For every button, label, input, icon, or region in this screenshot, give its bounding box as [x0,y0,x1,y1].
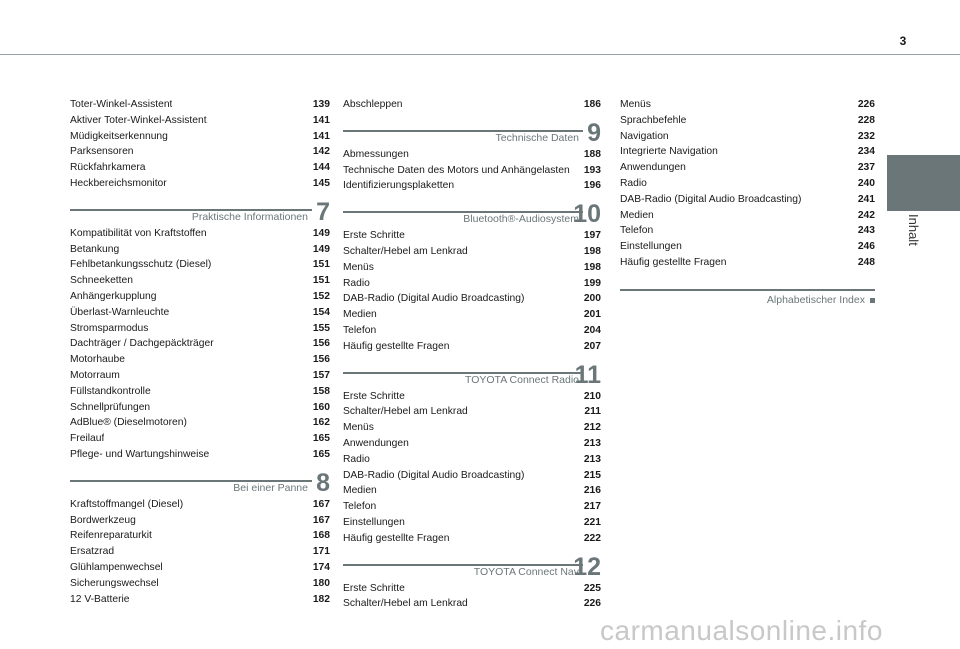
toc-entry-label: Reifenreparaturkit [70,530,152,542]
toc-entry[interactable] [70,560,330,576]
toc-entry-label: Müdigkeitserkennung [70,130,168,142]
section-title: TOYOTA Connect Nav [473,565,579,578]
toc-entry-label: Radio [620,177,647,189]
toc-entry-label: Menüs [343,261,374,273]
toc-entry-page: 156 [312,354,330,366]
toc-entry-page: 221 [583,516,601,528]
toc-entry-page: 237 [857,162,875,174]
toc-entry-page: 154 [312,306,330,318]
toc-entry-page: 141 [312,114,330,126]
section-title: Bluetooth®-Audiosystem [463,213,579,226]
toc-entry-label: Erste Schritte [343,230,405,242]
toc-entry-label: DAB-Radio (Digital Audio Broadcasting) [343,469,525,481]
toc-entry-label: Identifizierungsplaketten [343,180,455,192]
toc-entry[interactable] [70,431,330,447]
toc-entry[interactable] [343,389,601,405]
toc-entry[interactable] [343,452,601,468]
section-title: Praktische Informationen [191,210,308,223]
toc-entry-label: Häufig gestellte Fragen [343,340,450,352]
toc-entry-label: Motorraum [70,369,120,381]
toc-entry[interactable] [70,226,330,242]
toc-entry-page: 212 [583,422,601,434]
toc-entry-label: Parksensoren [70,146,134,158]
toc-entry-page: 199 [583,277,601,289]
toc-entry[interactable] [343,323,601,339]
section-header-9 [343,118,601,147]
toc-entry-label: Kraftstoffmangel (Diesel) [70,498,184,510]
toc-entry-label: Sicherungswechsel [70,577,159,589]
toc-entry-label: Schneeketten [70,275,133,287]
toc-entry-page: 226 [583,598,601,610]
toc-entry-label: Einstellungen [620,241,682,253]
toc-entry-page: 217 [583,501,601,513]
toc-entry[interactable] [70,176,330,192]
toc-entry-label: Anwendungen [343,437,409,449]
toc-entry-label: Telefon [343,501,377,513]
toc-entry-label: Glühlampenwechsel [70,561,163,573]
toc-entry[interactable] [70,497,330,513]
toc-entry-label: Betankung [70,243,120,255]
toc-entry[interactable] [70,384,330,400]
toc-entry[interactable] [70,97,330,113]
toc-entry-page: 165 [312,448,330,460]
toc-entry[interactable] [620,255,875,271]
toc-entry-label: Abschleppen [343,99,403,110]
toc-entry-page: 152 [312,290,330,302]
toc-entry[interactable] [343,307,601,323]
toc-entry-page: 158 [312,385,330,397]
toc-entry[interactable] [343,163,601,179]
section-header-12 [343,552,601,581]
toc-entry-page: 198 [583,261,601,273]
section-number: 8 [316,468,330,497]
toc-entry-page: 155 [312,322,330,334]
toc-entry-page: 226 [857,99,875,110]
toc-entry[interactable] [343,436,601,452]
toc-entry-label: Heckbereichsmonitor [70,177,167,189]
toc-entry-page: 167 [312,498,330,510]
section-header-index [620,285,875,307]
toc-entry-page: 157 [312,369,330,381]
toc-entry-label: Fehlbetankungsschutz (Diesel) [70,259,212,271]
toc-entry[interactable] [70,415,330,431]
toc-entry[interactable] [70,113,330,129]
toc-entry-page: 232 [857,130,875,142]
toc-entry-page: 243 [857,225,875,237]
toc-entry-label: Freilauf [70,433,105,445]
toc-entry[interactable] [70,544,330,560]
toc-column-1 [70,97,330,607]
toc-entry[interactable] [343,291,601,307]
header-rule [0,54,960,55]
toc-entry[interactable] [620,176,875,192]
toc-entry-label: Navigation [620,130,669,142]
toc-entry-page: 149 [312,227,330,239]
section-header-7 [70,197,330,226]
toc-entry-page: 174 [312,561,330,573]
toc-entry-page: 160 [312,401,330,413]
section-header-10 [343,202,601,228]
toc-entry-page: 145 [312,177,330,189]
toc-entry[interactable] [620,239,875,255]
toc-entry[interactable] [70,257,330,273]
toc-entry[interactable] [343,244,601,260]
section-number: 12 [573,552,601,581]
section-header-8 [70,468,330,497]
toc-entry-label: Anhängerkupplung [70,290,157,302]
toc-entry[interactable] [620,208,875,224]
toc-entry-page: 246 [857,241,875,253]
toc-entry-label: AdBlue® (Dieselmotoren) [70,417,187,429]
section-number: 7 [316,197,330,226]
toc-entry-label: Toter-Winkel-Assistent [70,99,173,110]
toc-entry[interactable] [70,513,330,529]
section-number: 10 [573,200,601,229]
toc-entry[interactable] [343,147,601,163]
toc-entry-page: 234 [857,146,875,158]
toc-entry[interactable] [343,276,601,292]
end-marker-icon [870,298,875,303]
toc-entry-label: Medien [620,209,654,221]
toc-entry-page: 225 [583,582,601,594]
toc-entry-label: Schalter/Hebel am Lenkrad [343,245,468,257]
toc-entry[interactable] [343,581,601,597]
toc-entry-page: 204 [583,324,601,336]
toc-entry-page: 142 [312,146,330,158]
toc-entry[interactable] [70,576,330,592]
toc-entry-label: Menüs [343,422,374,434]
toc-entry-page: 248 [857,256,875,268]
toc-entry-page: 201 [583,309,601,321]
toc-entry-page: 151 [312,275,330,287]
toc-entry[interactable] [620,97,875,113]
toc-entry-label: Pflege- und Wartungshinweise [70,448,210,460]
toc-entry-label: Häufig gestellte Fragen [620,256,727,268]
toc-entry[interactable] [343,468,601,484]
toc-entry-label: Anwendungen [620,162,686,174]
toc-entry[interactable] [70,336,330,352]
toc-entry-label: Rückfahrkamera [70,162,146,174]
toc-entry-page: 222 [583,532,601,544]
toc-entry[interactable] [343,483,601,499]
toc-entry-page: 200 [583,293,601,305]
toc-entry[interactable] [620,223,875,239]
toc-entry-page: 167 [312,514,330,526]
section-header-11 [343,360,601,389]
toc-entry-label: Dachträger / Dachgepäckträger [70,338,214,350]
toc-entry-label: Häufig gestellte Fragen [343,532,450,544]
toc-entry-page: 198 [583,245,601,257]
toc-entry-label: Aktiver Toter-Winkel-Assistent [70,114,207,126]
toc-entry-page: 241 [857,193,875,205]
toc-entry-label: Bordwerkzeug [70,514,136,526]
section-title: Bei einer Panne [233,481,308,494]
toc-entry-page: 210 [583,390,601,402]
index-link[interactable]: Alphabetischer Index [766,293,865,306]
toc-entry[interactable] [70,400,330,416]
toc-entry-label: Sprachbefehle [620,114,687,126]
toc-entry-page: 211 [584,406,601,418]
toc-entry-label: 12 V-Batterie [70,593,130,605]
toc-entry-label: Erste Schritte [343,390,405,402]
toc-entry-page: 242 [857,209,875,221]
toc-entry-page: 162 [312,417,330,429]
toc-entry[interactable] [620,144,875,160]
toc-entry[interactable] [70,160,330,176]
toc-entry[interactable] [70,273,330,289]
toc-entry[interactable] [70,368,330,384]
toc-entry-label: Einstellungen [343,516,405,528]
toc-entry-label: Schalter/Hebel am Lenkrad [343,406,468,418]
toc-entry[interactable] [620,113,875,129]
toc-entry-page: 141 [312,130,330,142]
chapter-tab [887,155,960,211]
page-number: 3 [899,34,907,48]
toc-entry[interactable] [343,228,601,244]
toc-entry-label: DAB-Radio (Digital Audio Broadcasting) [343,293,525,305]
toc-entry-page: 180 [312,577,330,589]
toc-entry-label: Ersatzrad [70,546,115,558]
toc-entry[interactable] [343,97,601,113]
toc-entry-page: 186 [583,99,601,110]
toc-entry[interactable] [343,596,601,612]
toc-entry[interactable] [70,321,330,337]
toc-entry-page: 144 [312,162,330,174]
toc-entry-label: Integrierte Navigation [620,146,718,158]
section-title: TOYOTA Connect Radio [465,373,579,386]
toc-entry-label: Kompatibilität von Kraftstoffen [70,227,207,239]
toc-entry-label: Menüs [620,99,651,110]
toc-entry[interactable] [343,178,601,194]
toc-entry-label: Erste Schritte [343,582,405,594]
toc-entry[interactable] [70,305,330,321]
toc-entry-label: Motorhaube [70,354,125,366]
toc-entry[interactable] [70,144,330,160]
toc-entry-page: 197 [583,230,601,242]
toc-entry-label: Radio [343,453,370,465]
toc-entry[interactable] [620,160,875,176]
section-number: 11 [574,360,601,389]
toc-entry-label: Schnellprüfungen [70,401,151,413]
toc-entry-page: 207 [583,340,601,352]
toc-entry-page: 165 [312,433,330,445]
toc-entry-page: 149 [312,243,330,255]
toc-entry[interactable] [70,129,330,145]
toc-entry[interactable] [343,404,601,420]
section-title: Technische Daten [495,131,579,144]
toc-entry[interactable] [620,192,875,208]
toc-entry[interactable] [70,352,330,368]
toc-entry-page: 196 [583,180,601,192]
toc-entry[interactable] [343,499,601,515]
toc-entry-page: 151 [312,259,330,271]
toc-entry-page: 171 [312,546,330,558]
toc-entry-label: Medien [343,309,377,321]
chapter-tab-label: Inhalt [906,214,921,246]
toc-entry[interactable] [343,339,601,355]
toc-entry-page: 139 [312,99,330,110]
toc-entry[interactable] [620,129,875,145]
section-number: 9 [587,118,601,147]
toc-entry-page: 228 [857,114,875,126]
toc-entry-page: 193 [583,164,601,176]
toc-entry-label: Technische Daten des Motors und Anhängelasten [343,164,570,176]
toc-entry-page: 213 [583,453,601,465]
toc-entry[interactable] [70,447,330,463]
toc-entry-label: Füllstandkontrolle [70,385,151,397]
toc-entry-label: Telefon [343,324,377,336]
toc-column-2 [343,97,601,612]
toc-entry-label: DAB-Radio (Digital Audio Broadcasting) [620,193,802,205]
toc-entry-page: 216 [583,485,601,497]
toc-entry[interactable] [343,420,601,436]
toc-entry-label: Stromsparmodus [70,322,149,334]
toc-entry-label: Medien [343,485,377,497]
toc-entry-page: 213 [583,437,601,449]
toc-entry-page: 240 [857,177,875,189]
toc-entry[interactable] [343,531,601,547]
toc-entry[interactable] [343,515,601,531]
toc-entry[interactable] [343,260,601,276]
toc-entry-label: Schalter/Hebel am Lenkrad [343,598,468,610]
toc-entry-page: 168 [312,530,330,542]
toc-entry[interactable] [70,242,330,258]
watermark: carmanualsonline.info [600,615,883,646]
toc-entry[interactable] [70,592,330,608]
toc-entry-label: Radio [343,277,370,289]
toc-entry-page: 188 [583,148,601,160]
toc-entry-page: 182 [312,593,330,605]
toc-entry[interactable] [70,528,330,544]
toc-column-3 [620,97,875,307]
toc-entry-page: 156 [312,338,330,350]
toc-entry-label: Telefon [620,225,654,237]
toc-entry-page: 215 [583,469,601,481]
toc-entry-label: Abmessungen [343,148,409,160]
toc-entry-label: Überlast-Warnleuchte [70,306,170,318]
toc-entry[interactable] [70,289,330,305]
